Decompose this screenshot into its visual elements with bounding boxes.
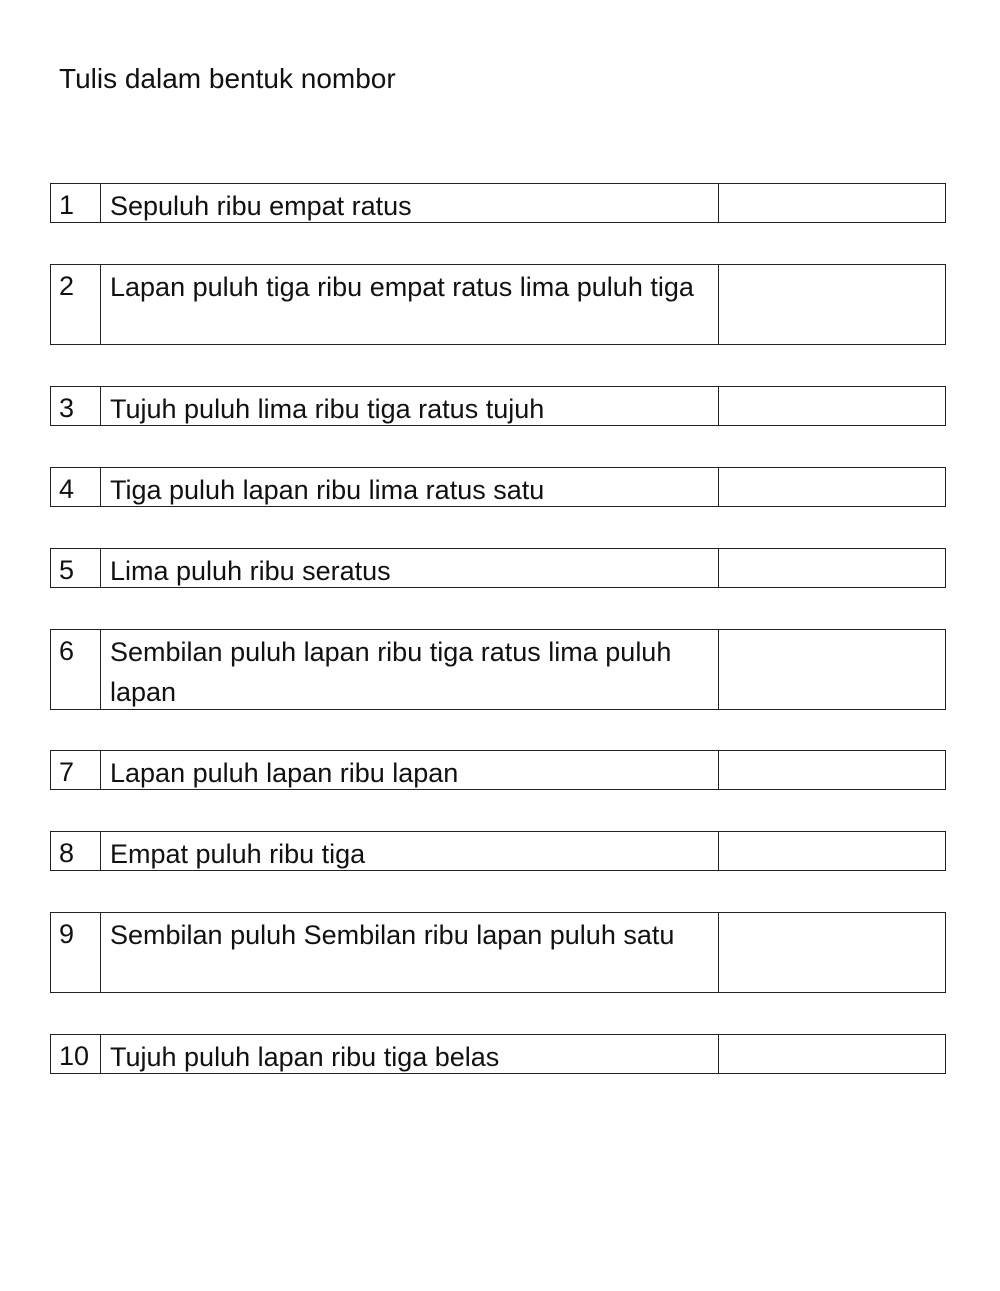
- answer-box[interactable]: [719, 751, 945, 789]
- question-text: Tujuh puluh lapan ribu tiga belas: [101, 1035, 719, 1073]
- question-row-3: [50, 386, 946, 426]
- question-text: Tiga puluh lapan ribu lima ratus satu: [101, 468, 719, 506]
- question-text: Lapan puluh tiga ribu empat ratus lima puluh tiga: [101, 265, 719, 344]
- question-number: 4: [51, 468, 101, 506]
- answer-box[interactable]: [719, 387, 945, 425]
- answer-box[interactable]: [719, 184, 945, 222]
- question-row-7: [50, 750, 946, 790]
- question-number: 6: [51, 630, 101, 709]
- question-number: 8: [51, 832, 101, 870]
- question-text: Empat puluh ribu tiga: [101, 832, 719, 870]
- answer-box[interactable]: [719, 913, 945, 992]
- question-row-1: [50, 183, 946, 223]
- question-text: Sembilan puluh Sembilan ribu lapan puluh satu: [101, 913, 719, 992]
- question-row-10: [50, 1034, 946, 1074]
- answer-box[interactable]: [719, 549, 945, 587]
- question-number: 2: [51, 265, 101, 344]
- answer-box[interactable]: [719, 1035, 945, 1073]
- question-row-9: [50, 912, 946, 993]
- question-row-4: [50, 467, 946, 507]
- question-text: Lapan puluh lapan ribu lapan: [101, 751, 719, 789]
- question-number: 9: [51, 913, 101, 992]
- question-row-6: [50, 629, 946, 710]
- answer-box[interactable]: [719, 265, 945, 344]
- question-number: 1: [51, 184, 101, 222]
- question-row-2: [50, 264, 946, 345]
- question-number: 7: [51, 751, 101, 789]
- question-number: 10: [51, 1035, 101, 1073]
- answer-box[interactable]: [719, 468, 945, 506]
- question-row-5: [50, 548, 946, 588]
- question-number: 3: [51, 387, 101, 425]
- question-number: 5: [51, 549, 101, 587]
- question-text: Tujuh puluh lima ribu tiga ratus tujuh: [101, 387, 719, 425]
- answer-box[interactable]: [719, 832, 945, 870]
- question-text: Sepuluh ribu empat ratus: [101, 184, 719, 222]
- question-row-8: [50, 831, 946, 871]
- question-text: Sembilan puluh lapan ribu tiga ratus lima puluh lapan: [101, 630, 719, 709]
- answer-box[interactable]: [719, 630, 945, 709]
- question-text: Lima puluh ribu seratus: [101, 549, 719, 587]
- worksheet-instruction: Tulis dalam bentuk nombor: [59, 63, 396, 94]
